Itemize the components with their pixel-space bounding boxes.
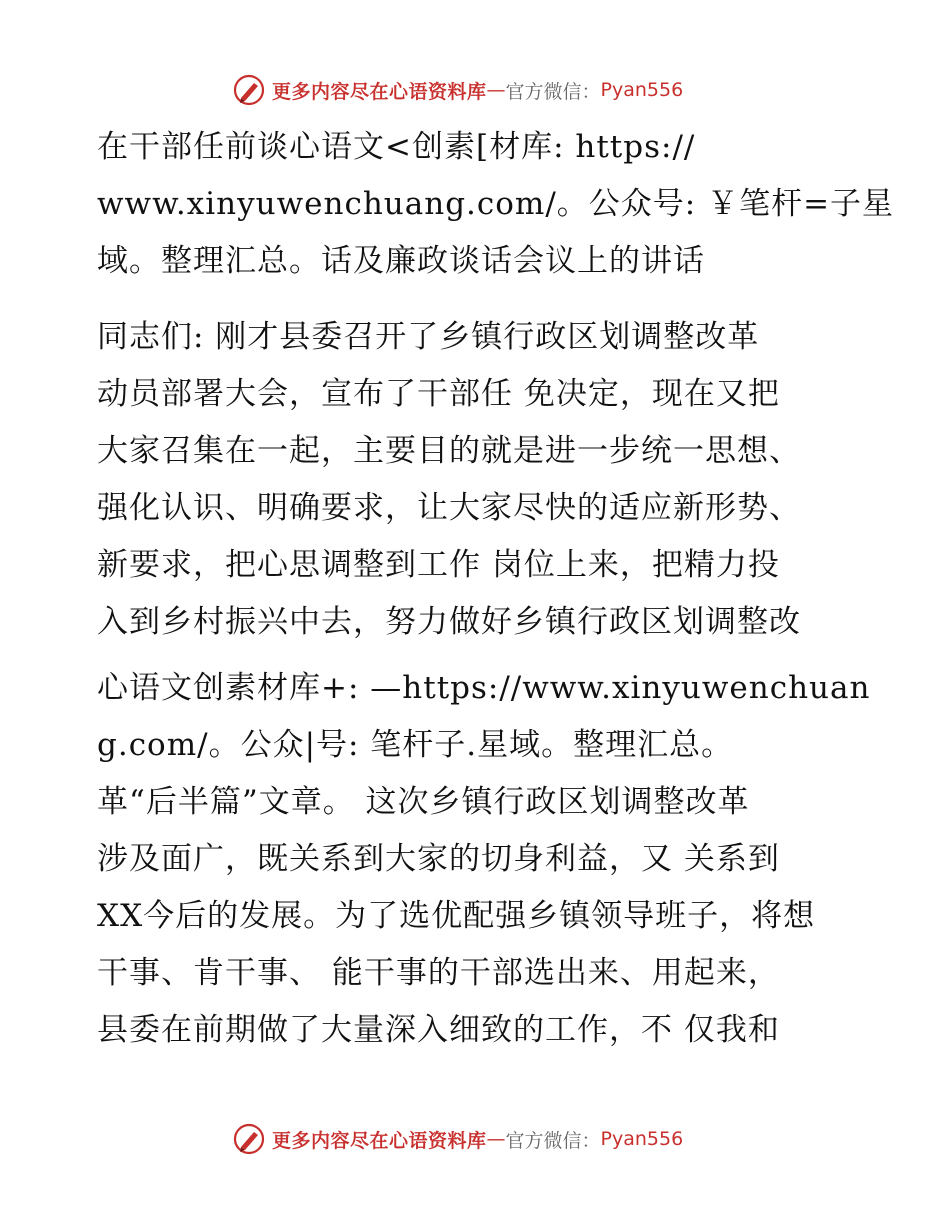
header-wechat-id: Pyan556: [600, 79, 684, 101]
body-line: 干事、肯干事、 能干事的干部选出来、用起来，: [97, 955, 780, 991]
body-line: 域。整理汇总。话及廉政谈话会议上的讲话: [97, 243, 705, 279]
body-line: XX今后的发展。为了选优配强乡镇领导班子，将想: [97, 898, 816, 934]
body-line: 强化认识、明确要求，让大家尽快的适应新形势、: [97, 490, 801, 526]
body-line: 心语文创素材库+: —https://www.xinyuwenchuan: [97, 670, 871, 706]
body-line: 涉及面广，既关系到大家的切身利益，又 关系到: [97, 841, 780, 877]
body-line: g.com/。公众|号: 笔杆子.星域。整理汇总。: [97, 727, 734, 763]
footer-wechat-id: Pyan556: [600, 1128, 684, 1150]
body-line: 动员部署大会，宣布了干部任 免决定，现在又把: [97, 376, 780, 412]
body-line: 同志们: 刚才县委召开了乡镇行政区划调整改革: [97, 319, 760, 355]
body-line: 入到乡村振兴中去，努力做好乡镇行政区划调整改: [97, 604, 801, 640]
body-line: 新要求，把心思调整到工作 岗位上来，把精力投: [97, 547, 780, 583]
body-line: 大家召集在一起，主要目的就是进一步统一思想、: [97, 433, 801, 469]
body-line: www.xinyuwenchuang.com/。公众号: ￥笔杆=子星: [97, 186, 895, 222]
body-line: 县委在前期做了大量深入细致的工作，不 仅我和: [97, 1012, 780, 1048]
pen-circle-icon: [232, 73, 266, 107]
pen-circle-icon: [232, 1122, 266, 1156]
header-official-label: 官方微信：: [505, 80, 601, 103]
body-line: 革“后半篇”文章。 这次乡镇行政区划调整改革: [97, 784, 750, 820]
footer-brand-text: 更多内容尽在心语资料库: [272, 1129, 487, 1152]
footer-watermark: [232, 1122, 712, 1156]
header-brand-text: 更多内容尽在心语资料库: [272, 80, 487, 103]
header-dash: —: [486, 79, 506, 101]
header-watermark: [232, 73, 712, 107]
body-line: 在干部任前谈心语文<创素[材库: https://: [97, 129, 696, 165]
footer-official-label: 官方微信：: [505, 1129, 601, 1152]
footer-dash: —: [486, 1128, 506, 1150]
